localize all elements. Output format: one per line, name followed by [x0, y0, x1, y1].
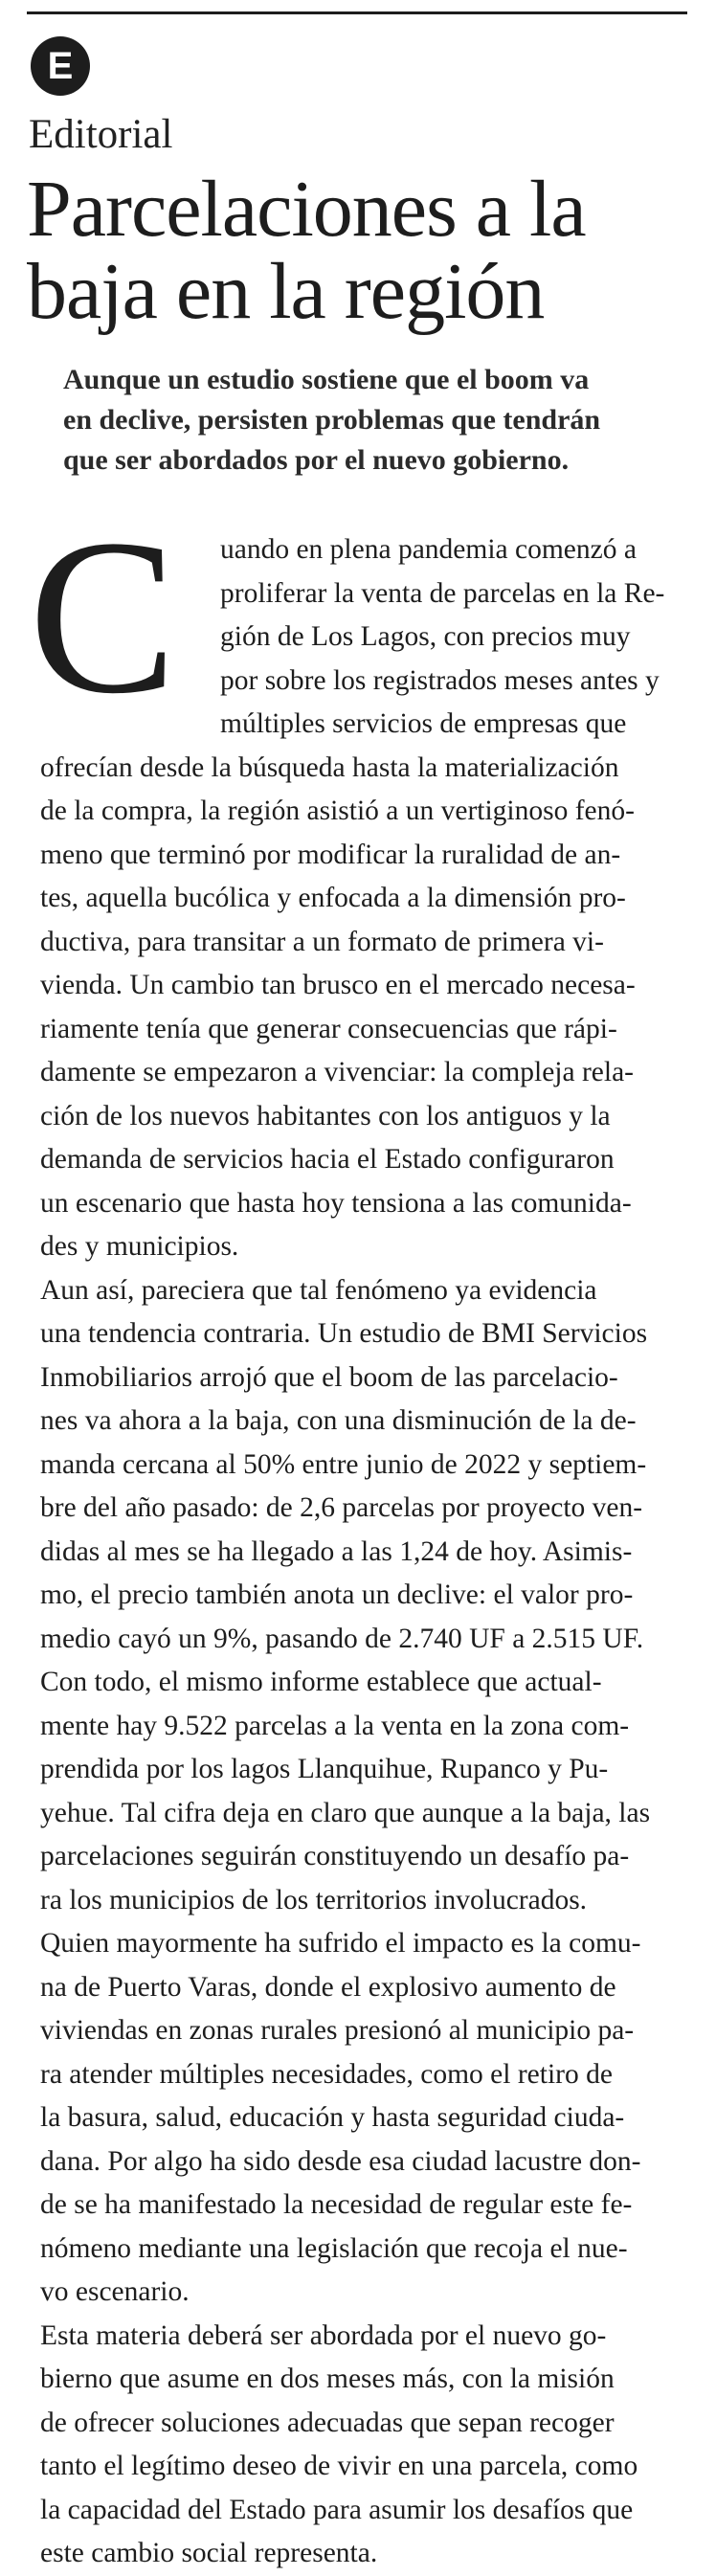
- body-line: ductiva, para transitar a un formato de primera vi-: [40, 926, 604, 957]
- body-line: viviendas en zonas rurales presionó al municipio pa-: [40, 2015, 635, 2046]
- body-line: mente hay 9.522 parcelas a la venta en la zona com-: [40, 1710, 630, 1741]
- body-line: parcelaciones seguirán constituyendo un desafío pa-: [40, 1841, 630, 1871]
- body-line: medio cayó un 9%, pasando de 2.740 UF a 2.515 UF.: [40, 1623, 644, 1654]
- body-line: prendida por los lagos Llanquihue, Rupanco y Pu-: [40, 1754, 609, 1784]
- body-line: un escenario que hasta hoy tensiona a las comunida-: [40, 1187, 632, 1219]
- standfirst: [63, 360, 685, 481]
- body-line: riamente tenía que generar consecuencias que rápi-: [40, 1013, 617, 1044]
- body-line: yehue. Tal cifra deja en claro que aunque a la baja, las: [40, 1797, 651, 1828]
- body-line: este cambio social representa.: [40, 2538, 378, 2568]
- body-line: nómeno mediante una legislación que recoja el nue-: [40, 2232, 628, 2264]
- body-line: tanto el legítimo deseo de vivir en una parcela, como: [40, 2451, 638, 2481]
- body-line: mo, el precio también anota un declive: el valor pro-: [40, 1579, 634, 1610]
- headline-line: Parcelaciones a la: [27, 165, 586, 254]
- body-line: la capacidad del Estado para asumir los desafíos que: [40, 2494, 634, 2525]
- body-line: ofrecían desde la búsqueda hasta la materialización: [40, 751, 619, 783]
- drop-cap: C: [29, 494, 177, 740]
- article-body: [40, 528, 693, 2576]
- body-line: Esta materia deberá ser abordada por el nuevo go-: [40, 2319, 607, 2351]
- body-line: bre del año pasado: de 2,6 parcelas por proyecto ven-: [40, 1492, 643, 1523]
- body-line: gión de Los Lagos, con precios muy: [220, 621, 631, 652]
- headline: [27, 165, 697, 336]
- editorial-badge: E: [31, 36, 90, 96]
- body-line: de ofrecer soluciones adecuadas que sepan recoger: [40, 2407, 615, 2438]
- body-line: Inmobiliarios arrojó que el boom de las parcelacio-: [40, 1361, 618, 1393]
- body-line: vo escenario.: [40, 2276, 190, 2307]
- standfirst-line: en declive, persisten problemas que tendrán: [63, 404, 601, 436]
- body-line: damente se empezaron a vivenciar: la compleja rela-: [40, 1057, 634, 1087]
- body-line: proliferar la venta de parcelas en la Re-: [220, 577, 665, 609]
- body-line: Quien mayormente ha sufrido el impacto es la comu-: [40, 1928, 641, 1959]
- body-line: ra atender múltiples necesidades, como el retiro de: [40, 2058, 613, 2090]
- standfirst-line: que ser abordados por el nuevo gobierno.: [63, 444, 570, 476]
- body-line: ción de los nuevos habitantes con los antiguos y la: [40, 1100, 611, 1131]
- body-line: demanda de servicios hacia el Estado configuraron: [40, 1144, 615, 1175]
- body-line: bierno que asume en dos meses más, con la misión: [40, 2363, 615, 2394]
- body-line: Con todo, el mismo informe establece que actual-: [40, 1667, 602, 1697]
- body-line: des y municipios.: [40, 1231, 239, 1262]
- standfirst-line: Aunque un estudio sostiene que el boom va: [63, 364, 590, 395]
- body-line: meno que terminó por modificar la ruralidad de an-: [40, 839, 621, 870]
- body-line: manda cercana al 50% entre junio de 2022 y septiem-: [40, 1448, 647, 1480]
- body-line: la basura, salud, educación y hasta seguridad ciuda-: [40, 2102, 625, 2133]
- body-line: didas al mes se ha llegado a las 1,24 de hoy. Asimis-: [40, 1535, 633, 1567]
- body-line: una tendencia contraria. Un estudio de BMI Servicios: [40, 1318, 648, 1349]
- body-line: de la compra, la región asistió a un vertiginoso fenó-: [40, 795, 635, 826]
- body-line: dana. Por algo ha sido desde esa ciudad lacustre don-: [40, 2145, 641, 2177]
- body-line: tes, aquella bucólica y enfocada a la dimensión pro-: [40, 883, 626, 913]
- top-rule: [27, 11, 687, 14]
- body-line: múltiples servicios de empresas que: [220, 708, 627, 739]
- headline-line: baja en la región: [27, 247, 545, 336]
- body-line: de se ha manifestado la necesidad de regular este fe-: [40, 2189, 633, 2220]
- section-label: Editorial: [29, 112, 173, 157]
- body-line: Aun así, pareciera que tal fenómeno ya evidencia: [40, 1274, 597, 1306]
- body-line: uando en plena pandemia comenzó a: [220, 534, 637, 565]
- body-line: vienda. Un cambio tan brusco en el mercado necesa-: [40, 970, 636, 1000]
- body-line: na de Puerto Varas, donde el explosivo aumento de: [40, 1971, 616, 2003]
- body-line: ra los municipios de los territorios involucrados.: [40, 1884, 588, 1915]
- body-line: nes va ahora a la baja, con una disminución de la de-: [40, 1405, 637, 1436]
- body-line: por sobre los registrados meses antes y: [220, 664, 660, 696]
